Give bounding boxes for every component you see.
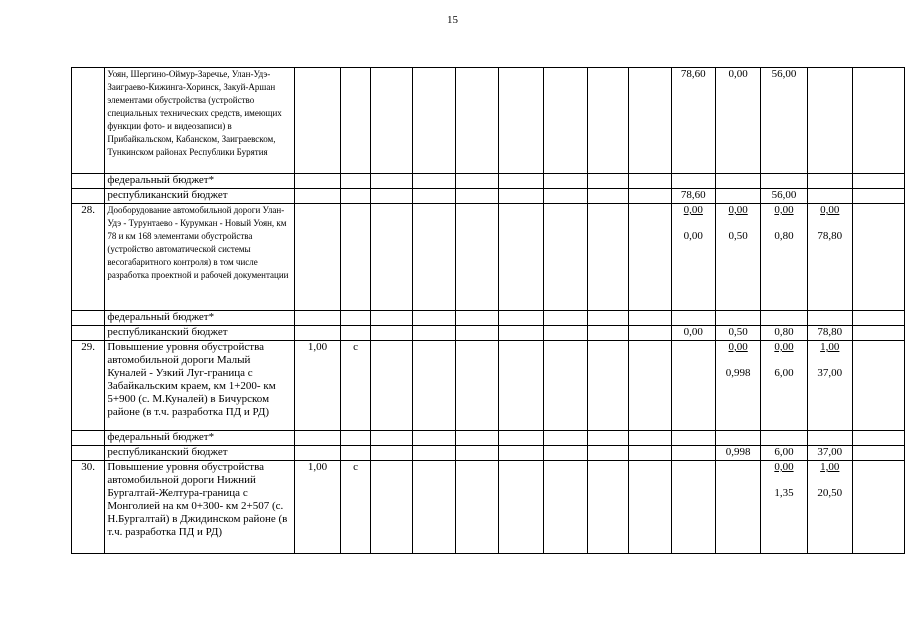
table-row [72, 341, 905, 431]
value-cell: 0,00 0,50 [715, 204, 760, 311]
value-cell: 0,00 [671, 326, 715, 341]
value-cell: 78,60 [671, 68, 715, 174]
value-cell: 56,00 [761, 189, 807, 204]
value-cell: 0,00 6,00 [761, 341, 807, 431]
value-cell: 0,00 0,80 [761, 204, 807, 311]
value-cell: 0,00 0,998 [715, 341, 760, 431]
budget-label: республиканский бюджет [105, 326, 295, 341]
unit: с [340, 461, 370, 554]
value-cell: 0,00 78,80 [807, 204, 852, 311]
budget-table [71, 67, 905, 554]
table-row [72, 311, 905, 326]
item-name: Дооборудование автомобильной дороги Улан-Удэ - Турунтаево - Курумкан - Новый Уоян, км 78 и км 168 элементами обустройства (устройство автоматической системы весогабаритного контроля) в том числе разработка проектной и рабочей документации [105, 204, 295, 311]
value-cell: 1,00 37,00 [807, 341, 852, 431]
table-row [72, 446, 905, 461]
value-cell: 6,00 [761, 446, 807, 461]
value-cell: 78,80 [807, 326, 852, 341]
table-row [72, 174, 905, 189]
value-cell: 56,00 [761, 68, 807, 174]
value-cell [715, 189, 760, 204]
item-name: Повышение уровня обустройства автомобильной дороги Нижний Бургалтай-Желтура-граница с Монголией на км 0+300- км 2+507 (с. Н.Бургалтай) в Джидинском районе (в т.ч. разработка ПД и РД) [105, 461, 295, 554]
value-cell [807, 189, 852, 204]
page-number: 15 [447, 14, 458, 26]
table-row [72, 431, 905, 446]
budget-label: республиканский бюджет [105, 446, 295, 461]
row-number: 29. [72, 341, 105, 431]
value-cell: 0,00 1,35 [761, 461, 807, 554]
item-name: Уоян, Шергино-Оймур-Заречье, Улан-Удэ-Заиграево-Кижинга-Хоринск, Закуй-Аршан элементами обустройства (устройство специальных технических средств, имеющих функции фото- и видеозаписи) в Прибайкальском, Кабанском, Заиграевском, Тункинском районах Республики Бурятия [105, 68, 295, 174]
value-cell: 0,80 [761, 326, 807, 341]
row-number [72, 68, 105, 174]
table-row [72, 204, 905, 311]
unit-value: 1,00 [294, 461, 340, 554]
value-cell: 1,00 20,50 [807, 461, 852, 554]
row-number: 30. [72, 461, 105, 554]
value-cell: 0,50 [715, 326, 760, 341]
table-row [72, 68, 905, 174]
value-cell: 0,00 [715, 68, 760, 174]
budget-label: федеральный бюджет* [105, 174, 295, 189]
table-row [72, 189, 905, 204]
budget-label: федеральный бюджет* [105, 311, 295, 326]
table-row [72, 326, 905, 341]
row-number: 28. [72, 204, 105, 311]
budget-label: федеральный бюджет* [105, 431, 295, 446]
value-cell: 78,60 [671, 189, 715, 204]
unit-value: 1,00 [294, 341, 340, 431]
unit: с [340, 341, 370, 431]
value-cell [807, 68, 852, 174]
budget-label: республиканский бюджет [105, 189, 295, 204]
table-row [72, 461, 905, 554]
value-cell: 0,998 [715, 446, 760, 461]
value-cell: 37,00 [807, 446, 852, 461]
value-cell: 0,00 0,00 [671, 204, 715, 311]
item-name: Повышение уровня обустройства автомобильной дороги Малый Куналей - Узкий Луг-граница с Забайкальским краем, км 1+200- км 5+900 (с. М.Куналей) в Бичурском районе (в т.ч. разработка ПД и РД) [105, 341, 295, 431]
